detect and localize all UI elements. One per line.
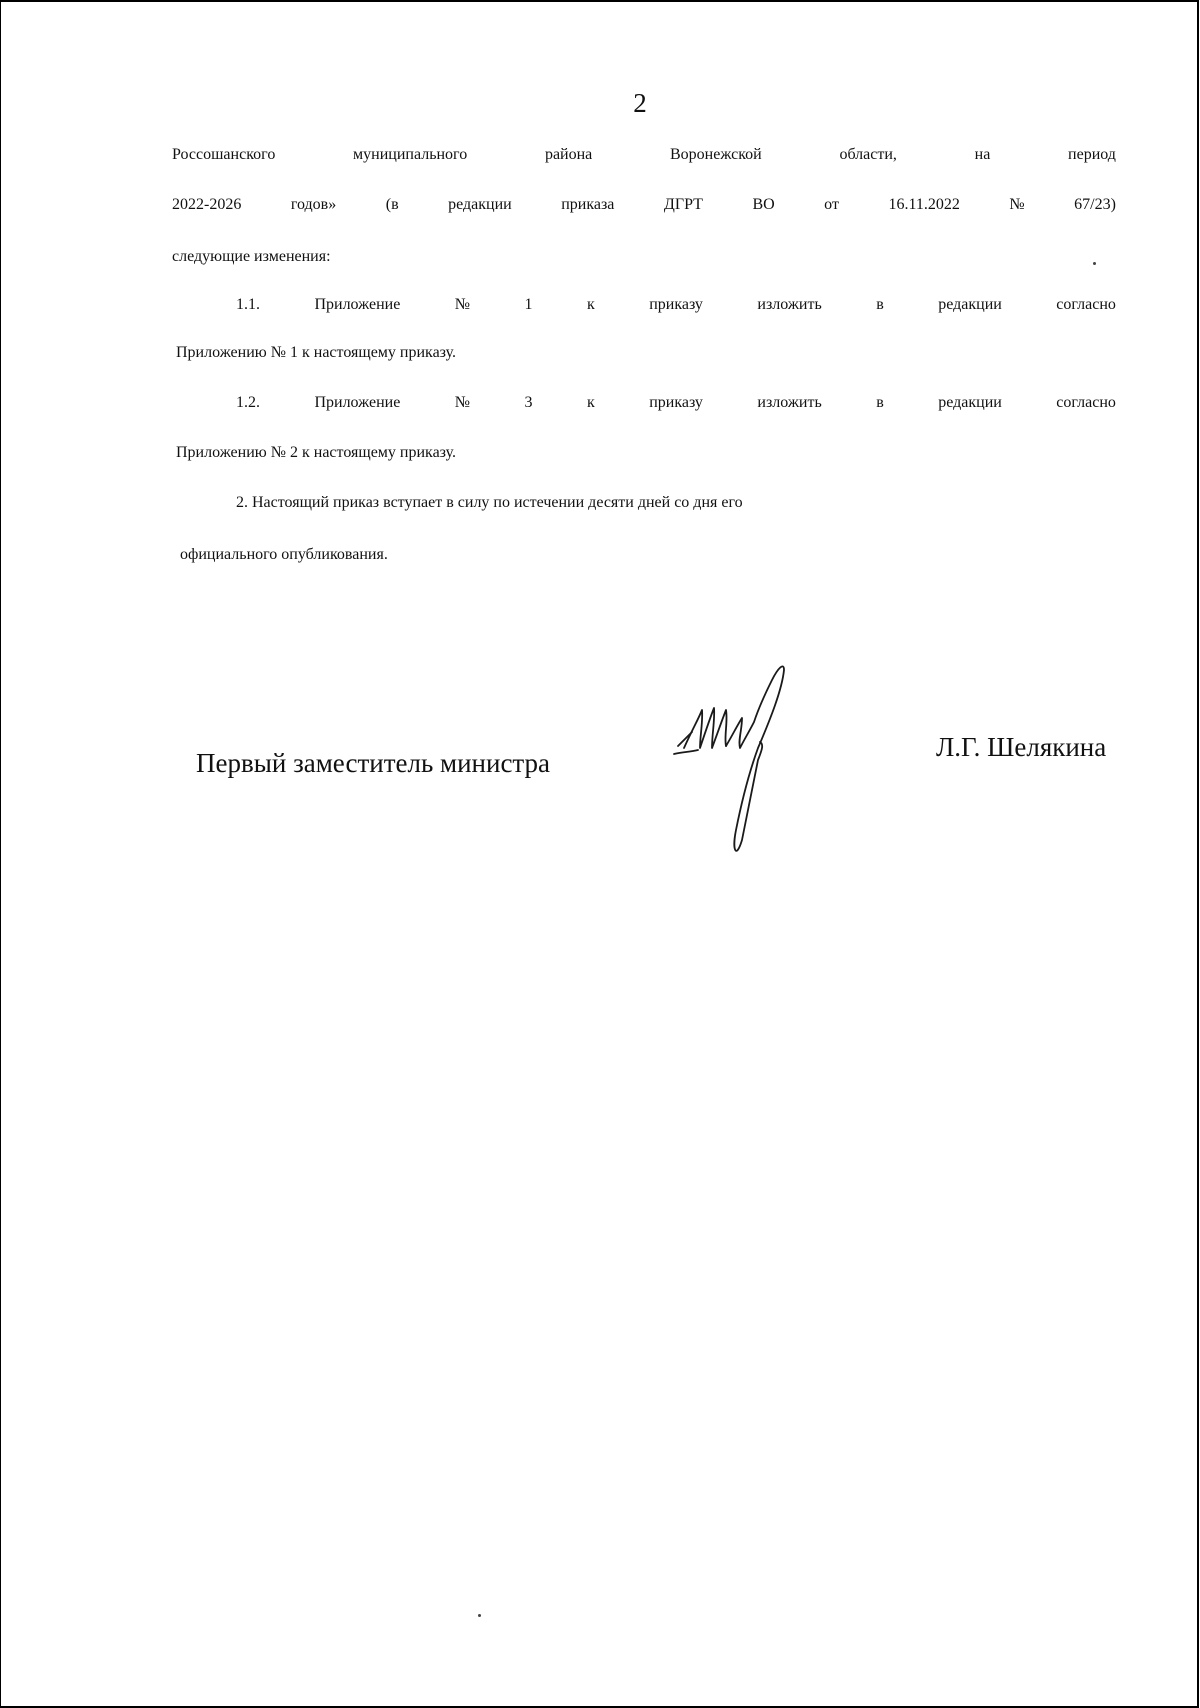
list-item-1-1	[236, 296, 1116, 314]
signatory-position: Первый заместитель министра	[196, 748, 551, 778]
word: период	[1068, 146, 1116, 163]
list-item-1-2	[236, 394, 1116, 412]
word: муниципального	[353, 146, 468, 163]
word: редакции	[448, 196, 512, 213]
word: №	[1009, 196, 1025, 213]
word: редакции	[938, 296, 1002, 313]
handwritten-signature	[672, 660, 822, 890]
word: (в	[385, 196, 399, 213]
word: изложить	[757, 394, 822, 411]
signatory-name: Л.Г. Шелякина	[936, 732, 1107, 762]
word: 1.1.	[236, 296, 260, 313]
scan-speck	[1093, 262, 1096, 265]
word: Приложение	[314, 394, 401, 411]
word: в	[876, 394, 884, 411]
list-item-2: 2. Настоящий приказ вступает в силу по истечении десяти дней со дня его	[236, 494, 743, 511]
word: к	[586, 394, 595, 411]
word: Россошанского	[172, 146, 276, 163]
word: 67/23)	[1074, 196, 1116, 213]
word: от	[824, 196, 839, 213]
scan-speck	[478, 1614, 481, 1617]
word: ДГРТ	[663, 196, 703, 213]
word: на	[974, 146, 991, 163]
word: в	[876, 296, 884, 313]
word: приказу	[649, 394, 703, 411]
word: приказу	[649, 296, 703, 313]
word: приказа	[561, 196, 615, 213]
word: 16.11.2022	[888, 196, 960, 213]
word: №	[454, 296, 471, 313]
word: 1.2.	[236, 394, 260, 411]
word: 3	[524, 394, 533, 411]
body-line	[172, 196, 1116, 214]
word: согласно	[1056, 394, 1116, 411]
signature-block	[0, 720, 1200, 840]
word: ВО	[752, 196, 775, 213]
body-line: следующие изменения:	[172, 248, 331, 265]
word: к	[586, 296, 595, 313]
word: редакции	[938, 394, 1002, 411]
body-line	[172, 146, 1116, 164]
word: Воронежской	[669, 146, 762, 163]
word: 1	[524, 296, 533, 313]
word: согласно	[1056, 296, 1116, 313]
word: района	[544, 146, 593, 163]
word: 2022-2026	[172, 196, 242, 213]
list-item-1-1-continued: Приложению № 1 к настоящему приказу.	[176, 344, 457, 361]
list-item-2-continued: официального опубликования.	[180, 546, 388, 563]
list-item-1-2-continued: Приложению № 2 к настоящему приказу.	[176, 444, 457, 461]
word: №	[454, 394, 471, 411]
word: изложить	[757, 296, 822, 313]
page-number: 2	[633, 88, 647, 118]
word: области,	[839, 146, 897, 163]
word: Приложение	[314, 296, 401, 313]
word: годов»	[290, 196, 337, 213]
